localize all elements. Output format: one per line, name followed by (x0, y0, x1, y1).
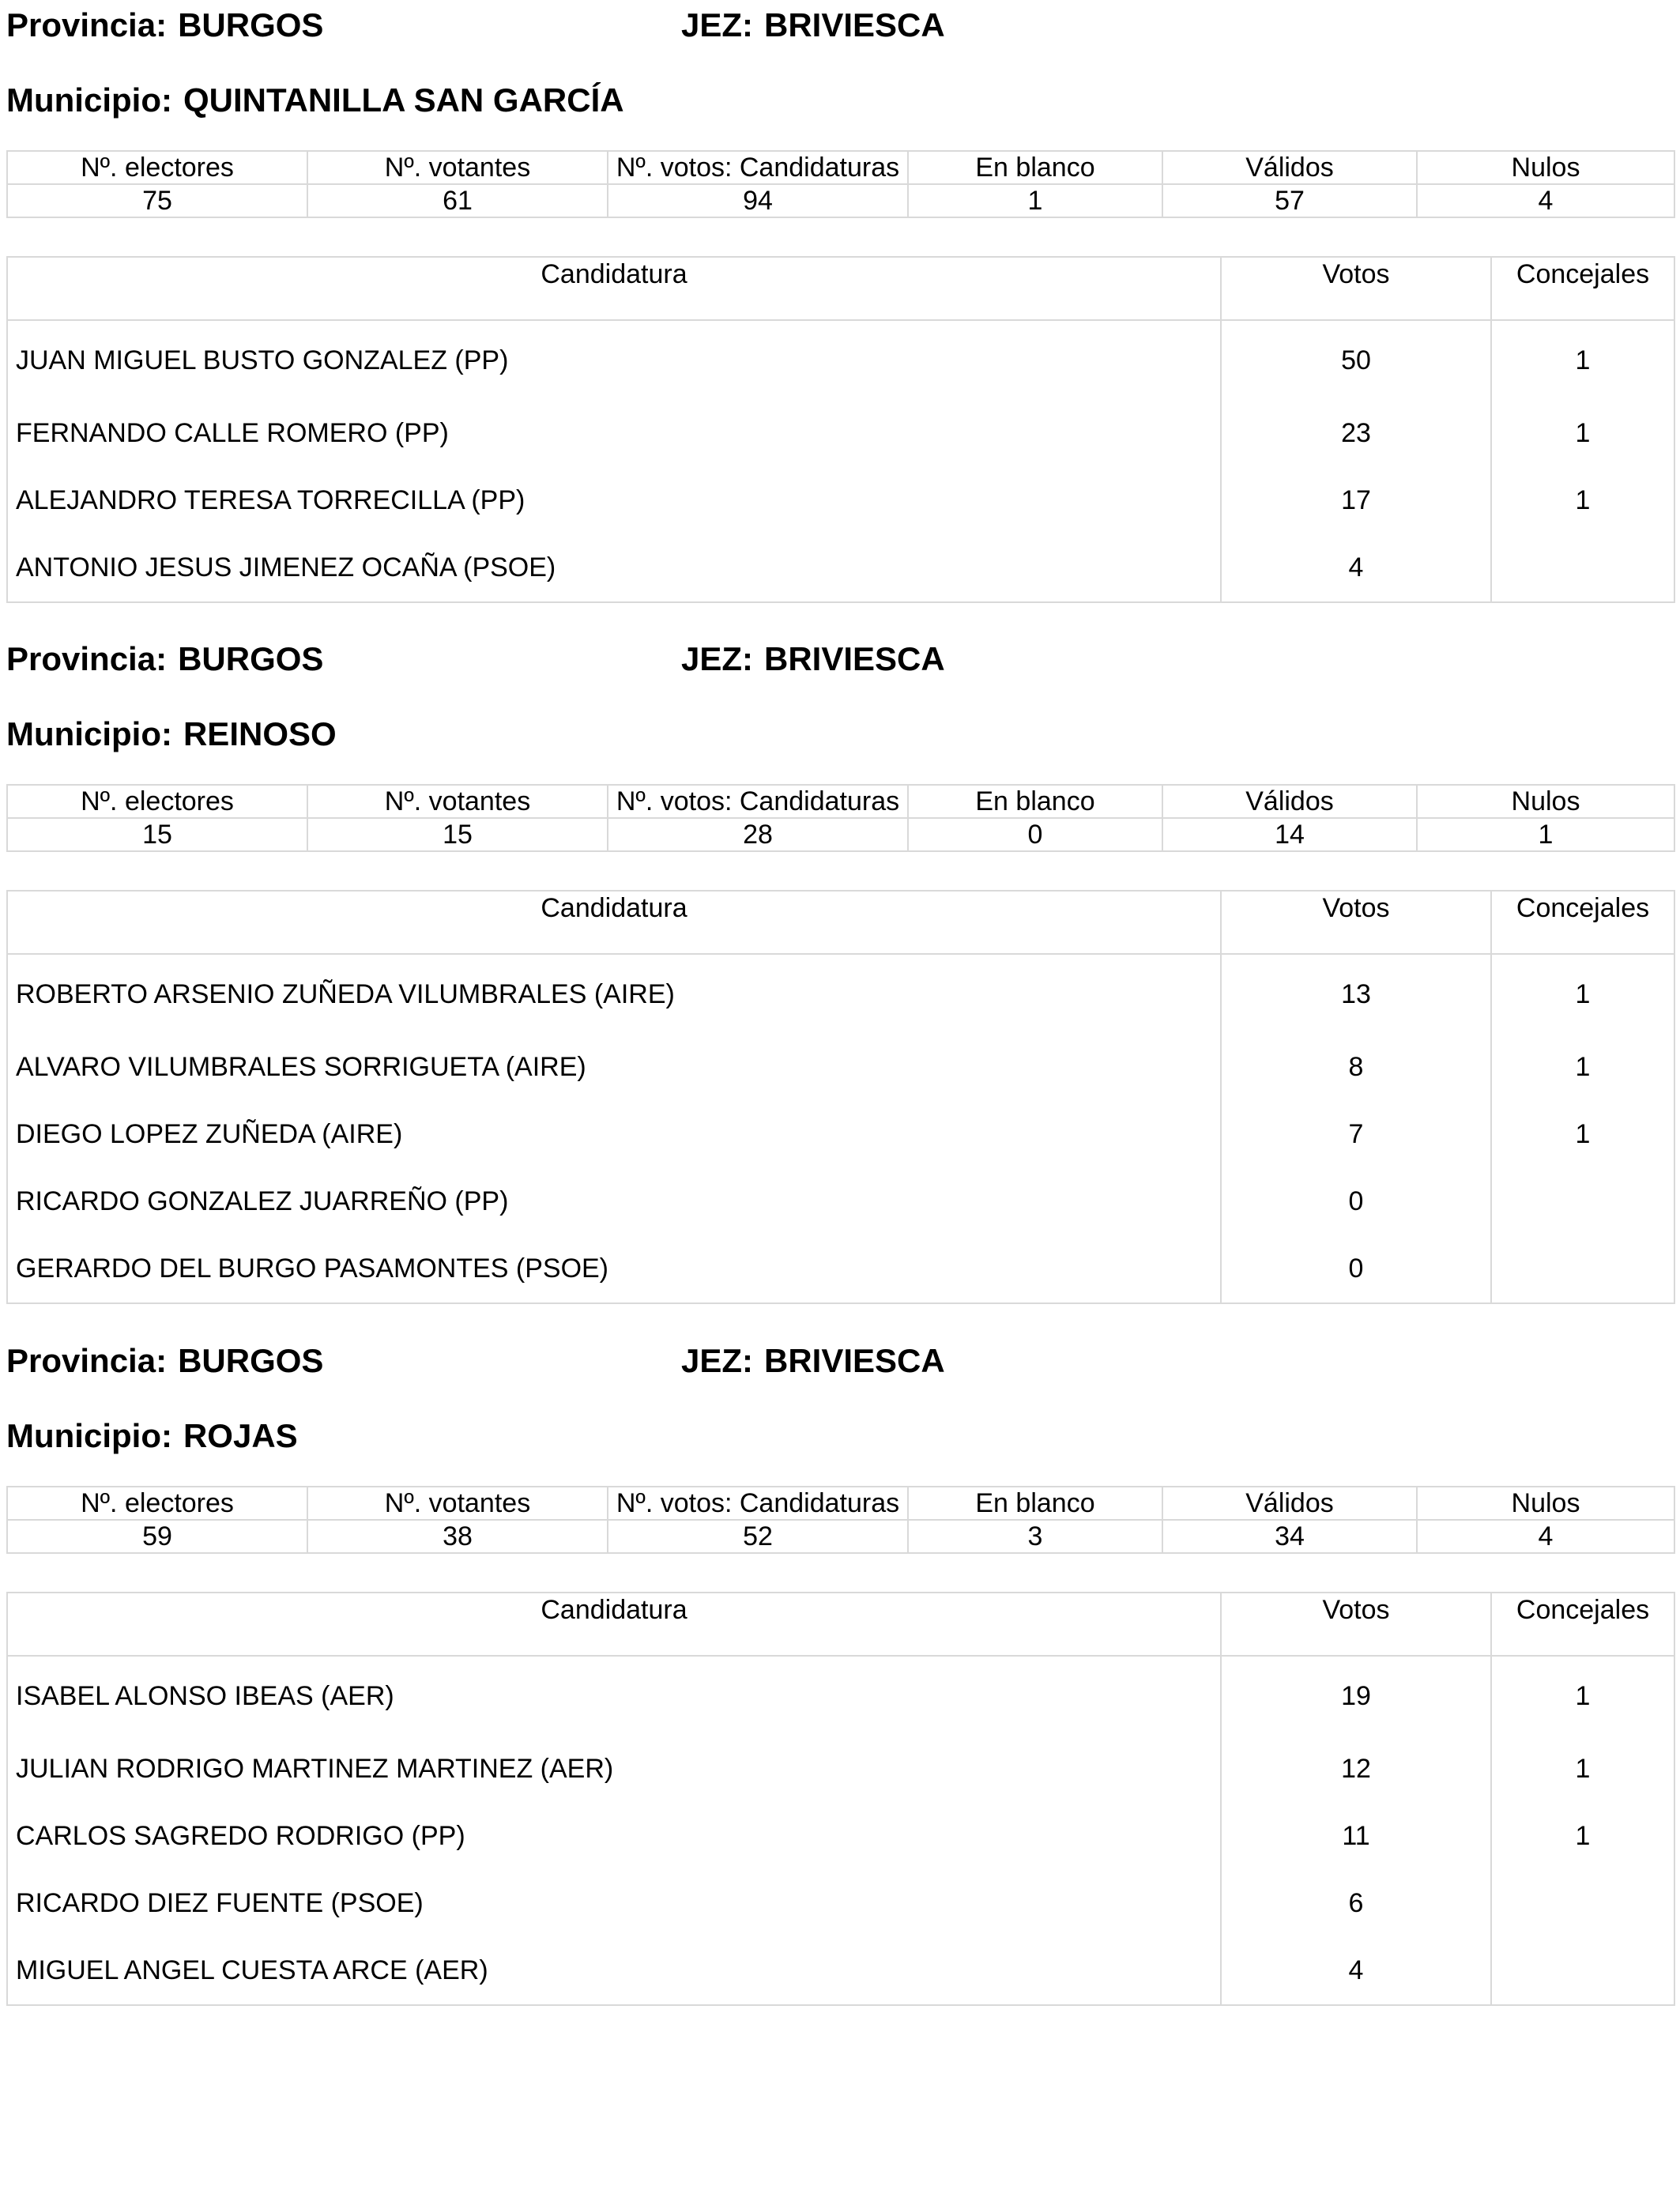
candidate-name: RICARDO GONZALEZ JUARREÑO (PP) (7, 1168, 1221, 1235)
municipio-line (6, 711, 337, 758)
jez-value: BRIVIESCA (764, 6, 945, 43)
en-blanco-header: En blanco (908, 151, 1162, 184)
jez-value: BRIVIESCA (764, 640, 945, 677)
candidate-votos: 7 (1221, 1101, 1491, 1168)
stats-table (6, 784, 1675, 852)
nulos-value: 1 (1417, 818, 1674, 851)
en-blanco-value: 1 (908, 184, 1162, 217)
candidate-votos: 50 (1221, 320, 1491, 400)
candidate-name: ANTONIO JESUS JIMENEZ OCAÑA (PSOE) (7, 534, 1221, 602)
stats-table (6, 1486, 1675, 1554)
candidate-name: JULIAN RODRIGO MARTINEZ MARTINEZ (AER) (7, 1736, 1221, 1803)
stats-value-row (7, 818, 1674, 851)
provincia-label: Provincia: (6, 640, 168, 677)
votantes-value: 15 (307, 818, 608, 851)
candidate-concejales (1491, 534, 1674, 602)
candidate-concejales: 1 (1491, 467, 1674, 534)
candidate-name: RICARDO DIEZ FUENTE (PSOE) (7, 1870, 1221, 1937)
table-row (7, 1870, 1674, 1937)
table-row (7, 1034, 1674, 1101)
candidate-name: ALEJANDRO TERESA TORRECILLA (PP) (7, 467, 1221, 534)
votos-candidaturas-value: 28 (608, 818, 908, 851)
jez-field (681, 1337, 945, 1385)
votantes-header: Nº. votantes (307, 1487, 608, 1520)
electores-value: 75 (7, 184, 307, 217)
electores-value: 15 (7, 818, 307, 851)
candidatura-header: Candidatura (7, 257, 1221, 320)
candidate-votos: 0 (1221, 1235, 1491, 1303)
table-row (7, 1656, 1674, 1736)
municipio-label: Municipio: (6, 715, 172, 752)
provincia-label: Provincia: (6, 1342, 168, 1379)
nulos-value: 4 (1417, 1520, 1674, 1553)
municipio-line (6, 77, 624, 124)
table-row (7, 320, 1674, 400)
jez-label: JEZ: (681, 6, 754, 43)
candidate-votos: 12 (1221, 1736, 1491, 1803)
table-row (7, 1937, 1674, 2005)
stats-table (6, 150, 1675, 218)
votos-header: Votos (1221, 1593, 1491, 1656)
nulos-header: Nulos (1417, 151, 1674, 184)
candidate-concejales: 1 (1491, 1656, 1674, 1736)
candidate-votos: 19 (1221, 1656, 1491, 1736)
nulos-header: Nulos (1417, 1487, 1674, 1520)
concejales-header: Concejales (1491, 257, 1674, 320)
provincia-line (6, 635, 945, 683)
candidatura-header-row (7, 1593, 1674, 1656)
candidate-votos: 23 (1221, 400, 1491, 467)
candidate-concejales (1491, 1937, 1674, 2005)
table-row (7, 1736, 1674, 1803)
table-row (7, 1168, 1674, 1235)
electores-header: Nº. electores (7, 151, 307, 184)
votantes-value: 38 (307, 1520, 608, 1553)
validos-header: Válidos (1162, 151, 1417, 184)
electores-header: Nº. electores (7, 1487, 307, 1520)
stats-header-row (7, 1487, 1674, 1520)
candidate-name: ALVARO VILUMBRALES SORRIGUETA (AIRE) (7, 1034, 1221, 1101)
candidatura-header: Candidatura (7, 1593, 1221, 1656)
stats-header-row (7, 785, 1674, 818)
provincia-line (6, 1337, 945, 1385)
table-row (7, 954, 1674, 1034)
candidate-concejales: 1 (1491, 1034, 1674, 1101)
municipio-value: ROJAS (183, 1417, 298, 1454)
provincia-line (6, 2, 945, 49)
candidate-name: ROBERTO ARSENIO ZUÑEDA VILUMBRALES (AIRE) (7, 954, 1221, 1034)
table-row (7, 400, 1674, 467)
candidate-votos: 6 (1221, 1870, 1491, 1937)
candidate-votos: 8 (1221, 1034, 1491, 1101)
candidate-concejales: 1 (1491, 400, 1674, 467)
validos-value: 57 (1162, 184, 1417, 217)
votantes-header: Nº. votantes (307, 151, 608, 184)
candidate-name: DIEGO LOPEZ ZUÑEDA (AIRE) (7, 1101, 1221, 1168)
table-row (7, 1235, 1674, 1303)
electores-value: 59 (7, 1520, 307, 1553)
validos-value: 14 (1162, 818, 1417, 851)
provincia-value: BURGOS (178, 1342, 324, 1379)
votantes-value: 61 (307, 184, 608, 217)
table-row (7, 1101, 1674, 1168)
candidate-votos: 17 (1221, 467, 1491, 534)
votos-candidaturas-header: Nº. votos: Candidaturas (608, 151, 908, 184)
votos-candidaturas-value: 52 (608, 1520, 908, 1553)
validos-value: 34 (1162, 1520, 1417, 1553)
jez-field (681, 2, 945, 49)
nulos-value: 4 (1417, 184, 1674, 217)
stats-value-row (7, 184, 1674, 217)
candidate-votos: 4 (1221, 534, 1491, 602)
jez-value: BRIVIESCA (764, 1342, 945, 1379)
votantes-header: Nº. votantes (307, 785, 608, 818)
municipio-label: Municipio: (6, 81, 172, 119)
table-row (7, 467, 1674, 534)
municipio-label: Municipio: (6, 1417, 172, 1454)
stats-header-row (7, 151, 1674, 184)
votos-header: Votos (1221, 891, 1491, 954)
candidatura-header-row (7, 891, 1674, 954)
candidatura-table (6, 1592, 1675, 2006)
electores-header: Nº. electores (7, 785, 307, 818)
jez-field (681, 635, 945, 683)
candidate-concejales: 1 (1491, 320, 1674, 400)
provincia-label: Provincia: (6, 6, 168, 43)
candidate-concejales: 1 (1491, 1803, 1674, 1870)
candidate-concejales: 1 (1491, 954, 1674, 1034)
en-blanco-header: En blanco (908, 785, 1162, 818)
candidatura-header: Candidatura (7, 891, 1221, 954)
provincia-value: BURGOS (178, 6, 324, 43)
candidatura-table (6, 256, 1675, 603)
en-blanco-header: En blanco (908, 1487, 1162, 1520)
candidatura-table (6, 890, 1675, 1304)
concejales-header: Concejales (1491, 891, 1674, 954)
en-blanco-value: 0 (908, 818, 1162, 851)
en-blanco-value: 3 (908, 1520, 1162, 1553)
jez-label: JEZ: (681, 1342, 754, 1379)
concejales-header: Concejales (1491, 1593, 1674, 1656)
candidatura-header-row (7, 257, 1674, 320)
provincia-value: BURGOS (178, 640, 324, 677)
jez-label: JEZ: (681, 640, 754, 677)
candidate-name: GERARDO DEL BURGO PASAMONTES (PSOE) (7, 1235, 1221, 1303)
votos-candidaturas-header: Nº. votos: Candidaturas (608, 785, 908, 818)
table-row (7, 534, 1674, 602)
stats-value-row (7, 1520, 1674, 1553)
candidate-name: ISABEL ALONSO IBEAS (AER) (7, 1656, 1221, 1736)
validos-header: Válidos (1162, 1487, 1417, 1520)
votos-candidaturas-header: Nº. votos: Candidaturas (608, 1487, 908, 1520)
candidate-concejales (1491, 1168, 1674, 1235)
municipio-line (6, 1412, 298, 1460)
municipio-value: REINOSO (183, 715, 337, 752)
candidate-votos: 11 (1221, 1803, 1491, 1870)
candidate-concejales (1491, 1235, 1674, 1303)
validos-header: Válidos (1162, 785, 1417, 818)
candidate-name: CARLOS SAGREDO RODRIGO (PP) (7, 1803, 1221, 1870)
votos-candidaturas-value: 94 (608, 184, 908, 217)
votos-header: Votos (1221, 257, 1491, 320)
table-row (7, 1803, 1674, 1870)
candidate-votos: 13 (1221, 954, 1491, 1034)
candidate-votos: 0 (1221, 1168, 1491, 1235)
candidate-name: MIGUEL ANGEL CUESTA ARCE (AER) (7, 1937, 1221, 2005)
municipio-value: QUINTANILLA SAN GARCÍA (183, 81, 624, 119)
nulos-header: Nulos (1417, 785, 1674, 818)
candidate-name: JUAN MIGUEL BUSTO GONZALEZ (PP) (7, 320, 1221, 400)
candidate-concejales (1491, 1870, 1674, 1937)
candidate-concejales: 1 (1491, 1736, 1674, 1803)
candidate-votos: 4 (1221, 1937, 1491, 2005)
candidate-name: FERNANDO CALLE ROMERO (PP) (7, 400, 1221, 467)
candidate-concejales: 1 (1491, 1101, 1674, 1168)
